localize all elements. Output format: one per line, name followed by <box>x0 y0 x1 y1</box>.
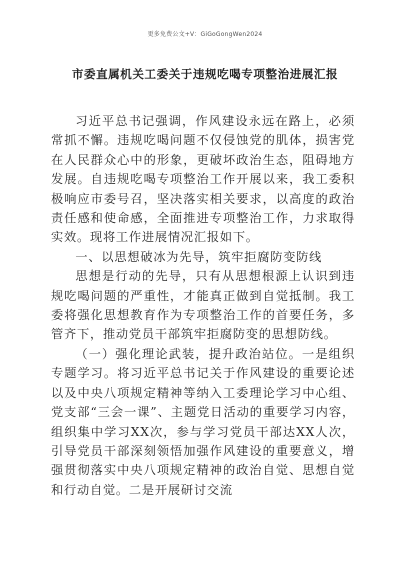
section-1-paragraph: 思想是行动的先导，只有从思想根源上认识到违规吃喝问题的严重性，才能真正做到自觉抵制。我工委将强化思想教育作为专项整治工作的首要任务，多管齐下，推动党员干部筑牢拒腐防变的思想防线。 <box>51 269 355 342</box>
document-body <box>51 112 355 500</box>
section-1-heading: 一、以思想破冰为先导，筑牢拒腐防变防线 <box>75 249 323 264</box>
header-note: 更多免费公文+V：GiGoGongWen2024 <box>147 31 263 38</box>
document-title: 市委直属机关工委关于违规吃喝专项整治进展汇报 <box>71 67 339 81</box>
intro-paragraph: 习近平总书记强调，作风建设永远在路上，必须常抓不懈。违规吃喝问题不仅侵蚀党的肌体，损害党在人民群众心中的形象，更破坏政治生态，阻碍地方发展。自违规吃喝专项整治工作开展以来，我工委积极响应市委号召，坚决落实相关要求，以高度的政治责任感和使命感，全面推进专项整治工作，力求取得实效。现将工作进展情况汇报如下。 <box>51 114 355 245</box>
subsection-1-paragraph: （一）强化理论武装，提升政治站位。一是组织专题学习。将习近平总书记关于作风建设的重要论述以及中央八项规定精神等纳入工委理论学习中心组、党支部“三会一课”、主题党日活动的重要学习内容，组织集中学习XX次，参与学习党员干部达XX人次，引导党员干部深刻领悟加强作风建设的重要意义，增强贯彻落实中央八项规定精神的政治自觉、思想自觉和行动自觉。二是开展研讨交流 <box>51 346 355 497</box>
